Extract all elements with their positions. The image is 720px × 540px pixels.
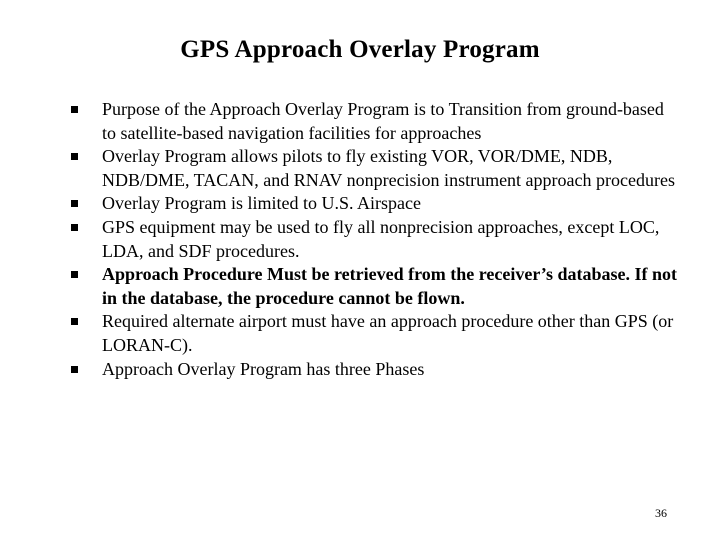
bullet-text: Approach Overlay Program has three Phases <box>102 358 425 379</box>
square-bullet-icon <box>71 224 78 231</box>
bullet-text: GPS equipment may be used to fly all nonprecision approaches, except LOC, LDA, and SDF procedures. <box>102 216 660 261</box>
square-bullet-icon <box>71 318 78 325</box>
bullet-item <box>70 192 680 216</box>
bullet-text: Overlay Program is limited to U.S. Airspace <box>102 193 421 214</box>
bullet-text: Overlay Program allows pilots to fly existing VOR, VOR/DME, NDB, NDB/DME, TACAN, and RNAV nonprecision instrument approach procedures <box>102 146 675 190</box>
bullet-item <box>70 358 680 382</box>
square-bullet-icon <box>71 271 78 278</box>
bullet-text: Required alternate airport must have an approach procedure other than GPS (or LORAN-C). <box>102 311 674 355</box>
square-bullet-icon <box>71 153 78 160</box>
bullet-item <box>70 216 680 263</box>
bullet-text: Approach Procedure Must be retrieved from the receiver’s database. If not in the database, the procedure cannot be flown. <box>102 264 678 308</box>
square-bullet-icon <box>71 200 78 207</box>
bullet-list <box>70 98 680 381</box>
bullet-text: Purpose of the Approach Overlay Program is to Transition from ground-based to satellite-based navigation facilities for approaches <box>102 99 664 143</box>
slide-title: GPS Approach Overlay Program <box>180 36 540 63</box>
bullet-item <box>70 263 680 310</box>
square-bullet-icon <box>71 366 78 373</box>
bullet-item <box>70 98 680 145</box>
bullet-item <box>70 310 680 357</box>
page-number: 36 <box>655 506 667 520</box>
bullet-item <box>70 145 680 192</box>
square-bullet-icon <box>71 106 78 113</box>
